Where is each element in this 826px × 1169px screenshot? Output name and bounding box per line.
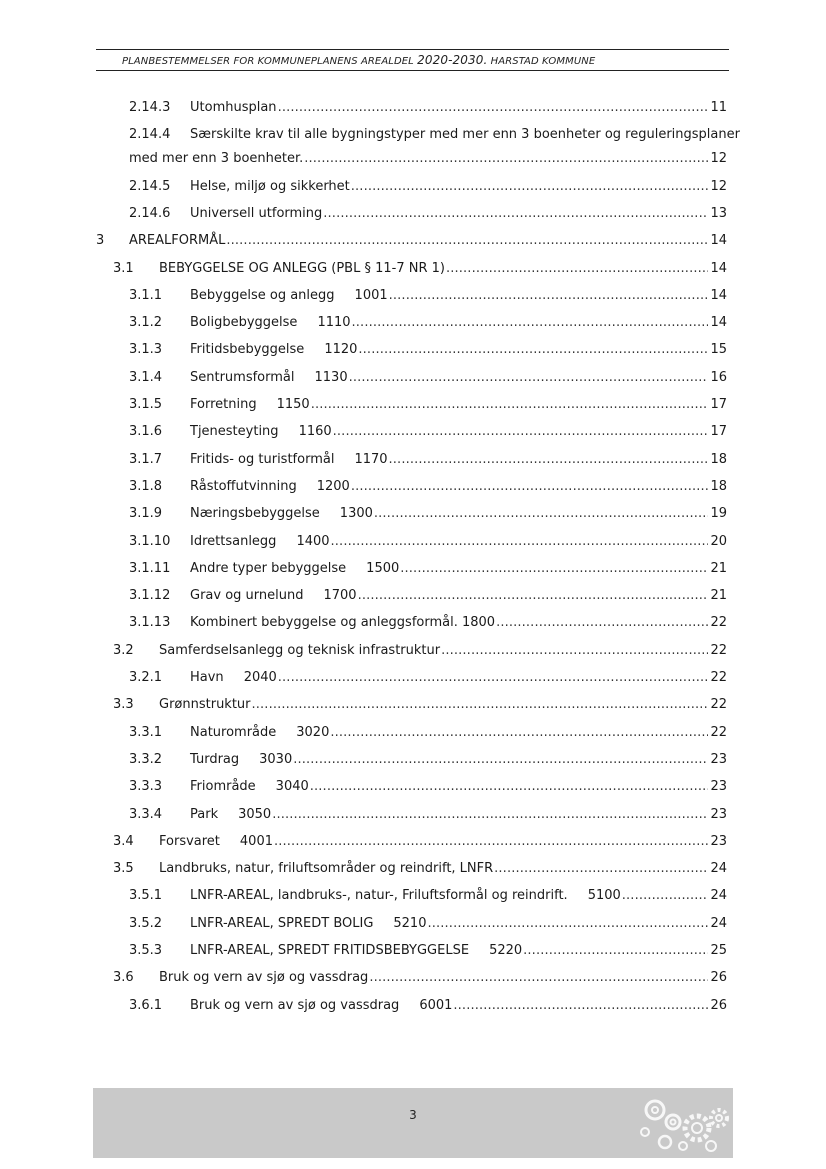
toc-entry-code: 1400 <box>296 533 330 549</box>
toc-dot-leader <box>523 942 708 960</box>
header-rule-bottom <box>96 70 729 71</box>
toc-entry-title: Turdrag <box>190 751 240 767</box>
toc-entry-title: Fritids- og turistformål <box>190 451 335 467</box>
toc-entry[interactable] <box>113 833 727 851</box>
toc-entry-number: 3.1.4 <box>129 369 163 385</box>
toc-entry-code: 3030 <box>259 751 293 767</box>
toc-dot-leader <box>351 178 709 196</box>
toc-entry-number: 3.5 <box>113 861 134 877</box>
toc-dot-leader <box>304 150 708 168</box>
toc-page-number: 24 <box>710 888 727 904</box>
toc-entry-title: Sentrumsformål <box>190 369 295 385</box>
toc-entry[interactable] <box>113 860 727 878</box>
toc-dot-leader <box>278 99 709 117</box>
toc-dot-leader <box>453 997 708 1015</box>
header-title-part: PLANBESTEMMELSER FOR KOMMUNEPLANENS AREALDEL <box>122 56 418 67</box>
toc-entry-number: 3.1.7 <box>129 451 163 467</box>
toc-page-number: 26 <box>710 997 727 1013</box>
toc-entry-code: 1110 <box>317 315 351 331</box>
toc-page-number: 24 <box>710 915 727 931</box>
toc-entry[interactable] <box>129 669 727 687</box>
toc-entry-number: 3.4 <box>113 833 134 849</box>
toc-dot-leader <box>333 423 709 441</box>
toc-entry[interactable] <box>129 806 727 824</box>
toc-entry-number: 3 <box>96 233 105 249</box>
toc-entry[interactable] <box>113 969 727 987</box>
toc-dot-leader <box>293 751 708 769</box>
toc-entry-number: 3.5.2 <box>129 915 163 931</box>
page-header-title <box>122 53 595 67</box>
toc-page-number: 14 <box>710 315 727 331</box>
toc-entry[interactable] <box>129 533 727 551</box>
toc-dot-leader <box>374 505 709 523</box>
toc-dot-leader <box>369 969 708 987</box>
page-footer <box>93 1088 733 1158</box>
toc-entry-number: 3.1.1 <box>129 287 163 303</box>
toc-dot-leader <box>278 669 709 687</box>
toc-dot-leader <box>272 806 708 824</box>
toc-entry-code: 5210 <box>393 915 427 931</box>
toc-entry-code: 4001 <box>239 833 273 849</box>
toc-entry[interactable] <box>129 150 727 168</box>
toc-entry-code: 3050 <box>238 806 272 822</box>
toc-page-number: 17 <box>710 397 727 412</box>
toc-entry-number: 2.14.4 <box>129 127 171 143</box>
toc-entry-title: Helse, miljø og sikkerhet <box>190 178 350 194</box>
toc-dot-leader <box>323 205 708 223</box>
toc-dot-leader <box>622 887 709 905</box>
toc-entry-title: LNFR-AREAL, landbruks-, natur-, Friluftsformål og reindrift. <box>190 888 568 904</box>
toc-entry[interactable] <box>129 915 727 933</box>
toc-entry-title: Andre typer bebyggelse <box>190 560 347 576</box>
toc-dot-leader <box>310 778 709 796</box>
toc-entry-number: 3.2.1 <box>129 670 163 685</box>
toc-page-number: 23 <box>710 751 727 767</box>
toc-entry-title: Universell utforming <box>190 205 323 221</box>
toc-entry-number: 3.5.3 <box>129 943 163 958</box>
toc-entry-title: Park <box>190 806 219 822</box>
toc-dot-leader <box>446 260 708 278</box>
toc-entry-title: Idrettsanlegg <box>190 533 277 549</box>
toc-entry-code: 1130 <box>314 369 348 385</box>
toc-entry[interactable] <box>129 614 727 632</box>
toc-entry[interactable] <box>129 423 727 441</box>
toc-page-number: 24 <box>710 861 727 877</box>
toc-dot-leader <box>226 232 708 250</box>
toc-entry[interactable] <box>129 287 727 305</box>
toc-entry-title: Forretning <box>190 397 257 412</box>
toc-page-number: 14 <box>710 260 727 276</box>
toc-entry[interactable] <box>129 560 727 578</box>
toc-dot-leader <box>274 833 708 851</box>
toc-page-number: 22 <box>710 670 727 685</box>
toc-entry[interactable] <box>129 369 727 387</box>
toc-entry[interactable] <box>129 478 727 496</box>
toc-entry-code: 1300 <box>339 506 373 522</box>
toc-entry-title: Utomhusplan <box>190 100 277 115</box>
toc-entry-title: AREALFORMÅL <box>129 233 226 249</box>
toc-dot-leader <box>358 587 709 605</box>
toc-page-number: 19 <box>710 506 727 522</box>
toc-page-number: 21 <box>710 560 727 576</box>
toc-entry[interactable] <box>129 205 727 223</box>
toc-dot-leader <box>427 915 708 933</box>
toc-dot-leader <box>496 614 708 632</box>
toc-entry-title: Havn <box>190 670 224 685</box>
header-title-years: 2020-2030. <box>417 53 488 67</box>
toc-page-number: 11 <box>710 100 727 115</box>
toc-entry[interactable] <box>113 260 727 278</box>
toc-dot-leader <box>349 369 709 387</box>
toc-page-number: 12 <box>710 151 727 167</box>
toc-entry-title: Friområde <box>190 779 256 795</box>
toc-entry-first-line[interactable] <box>129 126 740 144</box>
toc-entry-number: 3.1.6 <box>129 424 163 440</box>
toc-page-number: 16 <box>710 369 727 385</box>
toc-entry-number: 3.5.1 <box>129 888 163 904</box>
toc-entry[interactable] <box>129 751 727 769</box>
toc-entry-title: BEBYGGELSE OG ANLEGG (PBL § 11-7 NR 1) <box>159 260 445 276</box>
toc-page-number: 26 <box>710 970 727 986</box>
toc-dot-leader <box>331 533 709 551</box>
toc-entry-code: 5220 <box>489 943 523 958</box>
toc-entry-title: Grav og urnelund <box>190 588 304 604</box>
toc-entry-title: Bruk og vern av sjø og vassdrag <box>159 970 369 986</box>
toc-entry-code: 1120 <box>324 342 358 358</box>
toc-page-number: 23 <box>710 806 727 822</box>
toc-entry-number: 3.1.10 <box>129 533 171 549</box>
page-number: 3 <box>409 1108 417 1122</box>
toc-entry-number: 2.14.3 <box>129 100 171 115</box>
toc-entry-title: Fritidsbebyggelse <box>190 342 305 358</box>
toc-entry-code: 1170 <box>354 451 388 467</box>
toc-entry-title: Næringsbebyggelse <box>190 506 320 522</box>
toc-entry-title: Samferdselsanlegg og teknisk infrastruktur <box>159 642 441 658</box>
toc-entry[interactable] <box>96 232 727 250</box>
toc-page-number: 22 <box>710 642 727 658</box>
toc-entry-number: 3.3 <box>113 697 134 713</box>
toc-entry-title: Naturområde <box>190 724 277 740</box>
toc-page-number: 18 <box>710 478 727 494</box>
toc-entry-number: 3.1.8 <box>129 478 163 494</box>
toc-entry-code: 5100 <box>587 888 621 904</box>
toc-page-number: 22 <box>710 697 727 713</box>
toc-entry-title: Bruk og vern av sjø og vassdrag <box>190 997 400 1013</box>
toc-entry-number: 3.1.3 <box>129 342 163 358</box>
toc-dot-leader <box>400 560 708 578</box>
toc-dot-leader <box>351 478 709 496</box>
header-rule-top <box>96 49 729 50</box>
toc-entry-title: Boligbebyggelse <box>190 315 298 331</box>
toc-entry[interactable] <box>113 696 727 714</box>
toc-entry-title-continued: med mer enn 3 boenheter. <box>129 151 304 167</box>
toc-page-number: 15 <box>710 342 727 358</box>
toc-entry[interactable] <box>129 99 727 117</box>
toc-entry-number: 3.3.2 <box>129 751 163 767</box>
toc-entry-number: 3.1.2 <box>129 315 163 331</box>
toc-entry-code: 1200 <box>316 478 350 494</box>
toc-entry-title: Forsvaret <box>159 833 220 849</box>
toc-page-number: 21 <box>710 588 727 604</box>
toc-entry[interactable] <box>129 451 727 469</box>
toc-entry[interactable] <box>129 778 727 796</box>
toc-page-number: 14 <box>710 287 727 303</box>
toc-entry-number: 3.2 <box>113 642 134 658</box>
toc-entry-title: Tjenesteyting <box>190 424 279 440</box>
toc-entry[interactable] <box>129 942 727 960</box>
toc-entry-title: Grønnstruktur <box>159 697 251 713</box>
toc-dot-leader <box>252 696 709 714</box>
toc-dot-leader <box>494 860 708 878</box>
toc-entry-number: 3.3.1 <box>129 724 163 740</box>
toc-page-number: 20 <box>710 533 727 549</box>
toc-entry-title: Kombinert bebyggelse og anleggsformål. 1800 <box>190 615 496 631</box>
toc-entry-code: 3040 <box>275 779 309 795</box>
toc-page-number: 12 <box>710 178 727 194</box>
toc-entry-code: 1160 <box>298 424 332 440</box>
toc-entry[interactable] <box>129 178 727 196</box>
toc-entry[interactable] <box>129 587 727 605</box>
toc-entry[interactable] <box>129 505 727 523</box>
toc-page-number: 17 <box>710 424 727 440</box>
toc-entry-number: 3.1.9 <box>129 506 163 522</box>
toc-page-number: 18 <box>710 451 727 467</box>
toc-entry[interactable] <box>129 724 727 742</box>
toc-dot-leader <box>389 451 709 469</box>
toc-entry-number: 3.3.4 <box>129 806 163 822</box>
toc-page-number: 13 <box>710 205 727 221</box>
toc-entry-number: 2.14.5 <box>129 178 171 194</box>
toc-page-number: 14 <box>710 233 727 249</box>
toc-entry[interactable] <box>129 997 727 1015</box>
toc-entry-number: 3.1.5 <box>129 397 163 412</box>
toc-entry-number: 3.6.1 <box>129 997 163 1013</box>
toc-entry-code: 1500 <box>366 560 400 576</box>
toc-entry-title: Landbruks, natur, friluftsområder og reindrift, LNFR <box>159 861 494 877</box>
toc-entry[interactable] <box>129 396 727 414</box>
toc-entry-title: LNFR-AREAL, SPREDT FRITIDSBEBYGGELSE <box>190 943 470 958</box>
header-title-part: HARSTAD KOMMUNE <box>487 56 596 67</box>
toc-page-number: 23 <box>710 833 727 849</box>
toc-page-number: 22 <box>710 724 727 740</box>
toc-entry[interactable] <box>129 314 727 332</box>
toc-entry-number: 2.14.6 <box>129 205 171 221</box>
toc-entry[interactable] <box>129 887 727 905</box>
toc-entry-number: 3.1.12 <box>129 588 171 604</box>
toc-dot-leader <box>389 287 709 305</box>
toc-page-number: 25 <box>710 943 727 958</box>
toc-entry-title: Særskilte krav til alle bygningstyper med mer enn 3 boenheter og reguleringsplaner <box>190 127 740 143</box>
toc-entry-code: 3020 <box>296 724 330 740</box>
toc-entry-code: 1150 <box>276 397 310 412</box>
toc-dot-leader <box>358 341 708 359</box>
toc-dot-leader <box>352 314 709 332</box>
toc-entry-number: 3.1.13 <box>129 615 171 631</box>
toc-entry-number: 3.1.11 <box>129 560 171 576</box>
toc-entry-number: 3.1 <box>113 260 134 276</box>
toc-entry-code: 2040 <box>243 670 277 685</box>
toc-dot-leader <box>330 724 708 742</box>
toc-entry-title: Bebyggelse og anlegg <box>190 287 335 303</box>
toc-entry-code: 1001 <box>354 287 388 303</box>
toc-entry[interactable] <box>113 642 727 660</box>
toc-dot-leader <box>441 642 708 660</box>
toc-entry-code: 1700 <box>323 588 357 604</box>
toc-entry-number: 3.6 <box>113 970 134 986</box>
toc-page-number: 22 <box>710 615 727 631</box>
toc-entry[interactable] <box>129 341 727 359</box>
toc-page-number: 23 <box>710 779 727 795</box>
toc-entry-number: 3.3.3 <box>129 779 163 795</box>
toc-entry-title: Råstoffutvinning <box>190 478 297 494</box>
toc-dot-leader <box>311 396 709 414</box>
gear-logo-icon <box>635 1088 731 1158</box>
toc-entry-title: LNFR-AREAL, SPREDT BOLIG <box>190 915 374 931</box>
toc-entry-code: 6001 <box>419 997 453 1013</box>
